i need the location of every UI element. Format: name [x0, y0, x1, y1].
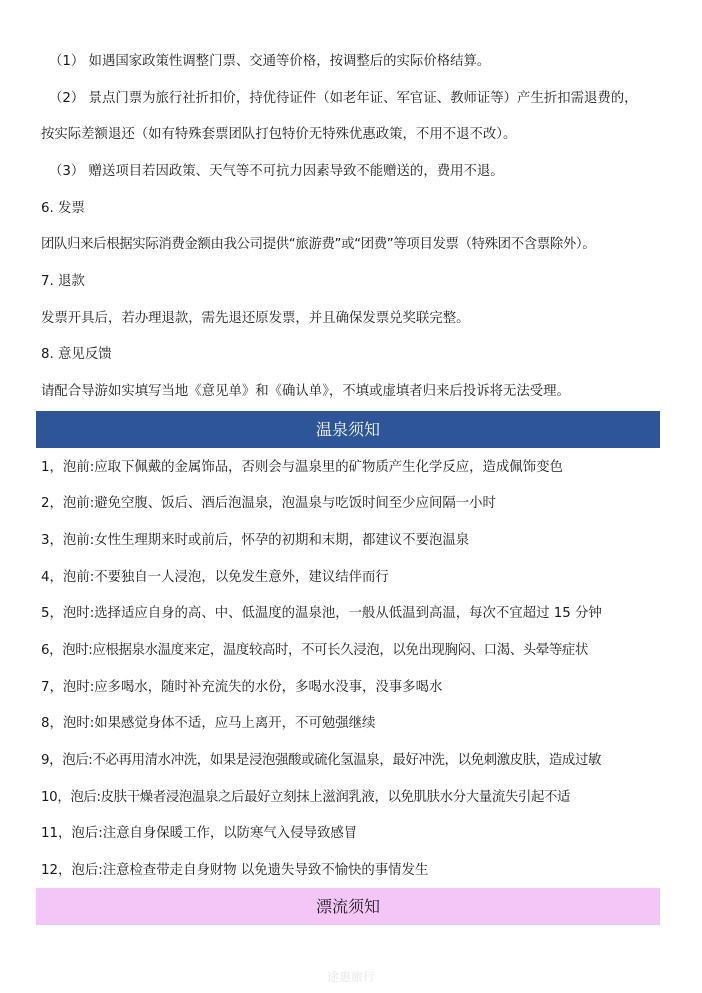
hot-spring-item-8: 8，泡时:如果感觉身体不适，应马上离开，不可勉强继续 — [41, 716, 376, 731]
invoice-heading: 6. 发票 — [41, 201, 85, 216]
hot-spring-banner: 温泉须知 — [36, 411, 660, 448]
hot-spring-item-12: 12，泡后:注意检查带走自身财物 以免遗失导致不愉快的事情发生 — [41, 863, 429, 878]
hot-spring-item-2: 2，泡前:避免空腹、饭后、酒后泡温泉，泡温泉与吃饭时间至少应间隔一小时 — [41, 496, 496, 511]
policy-item-2: （2） 景点门票为旅行社折扣价，持优待证件（如老年证、军官证、教师证等）产生折扣需退费的， — [49, 91, 638, 106]
policy-item-1: （1） 如遇国家政策性调整门票、交通等价格，按调整后的实际价格结算。 — [49, 54, 491, 69]
invoice-body: 团队归来后根据实际消费金额由我公司提供“旅游费”或“团费”等项目发票（特殊团不含票除外）。 — [41, 237, 596, 252]
hot-spring-item-1: 1，泡前:应取下佩戴的金属饰品，否则会与温泉里的矿物质产生化学反应，造成佩饰变色 — [41, 460, 563, 475]
hot-spring-item-7: 7，泡时:应多喝水，随时补充流失的水份，多喝水没事，没事多喝水 — [41, 680, 443, 695]
hot-spring-item-11: 11，泡后:注意自身保暖工作，以防寒气入侵导致感冒 — [41, 826, 358, 841]
rafting-banner: 漂流须知 — [36, 888, 660, 925]
hot-spring-item-5: 5，泡时:选择适应自身的高、中、低温度的温泉池，一般从低温到高温，每次不宜超过 15 分钟 — [41, 606, 602, 621]
refund-heading: 7. 退款 — [41, 274, 85, 289]
hot-spring-item-10: 10，泡后:皮肤干燥者浸泡温泉之后最好立刻抹上滋润乳液，以免肌肤水分大量流失引起不适 — [41, 790, 571, 805]
hot-spring-item-6: 6，泡时:应根据泉水温度来定，温度较高时，不可长久浸泡，以免出现胸闷、口渴、头晕等症状 — [41, 643, 588, 658]
feedback-body: 请配合导游如实填写当地《意见单》和《确认单》，不填或虚填者归来后投诉将无法受理。 — [41, 384, 570, 399]
hot-spring-item-4: 4，泡前:不要独自一人浸泡，以免发生意外，建议结伴而行 — [41, 570, 389, 585]
policy-item-3: （3） 赠送项目若因政策、天气等不可抗力因素导致不能赠送的，费用不退。 — [49, 164, 504, 179]
watermark-text: 途惠旅行 — [326, 970, 375, 984]
hot-spring-item-9: 9，泡后:不必再用清水冲洗，如果是浸泡强酸或硫化氢温泉，最好冲洗，以免刺激皮肤，造成过敏 — [41, 753, 602, 768]
hot-spring-item-3: 3，泡前:女性生理期来时或前后，怀孕的初期和末期，都建议不要泡温泉 — [41, 533, 470, 548]
refund-body: 发票开具后，若办理退款，需先退还原发票，并且确保发票兑奖联完整。 — [41, 311, 470, 326]
policy-item-2-continued: 按实际差额退还（如有特殊套票团队打包特价无特殊优惠政策，不用不退不改）。 — [41, 127, 517, 142]
feedback-heading: 8. 意见反馈 — [41, 347, 112, 362]
